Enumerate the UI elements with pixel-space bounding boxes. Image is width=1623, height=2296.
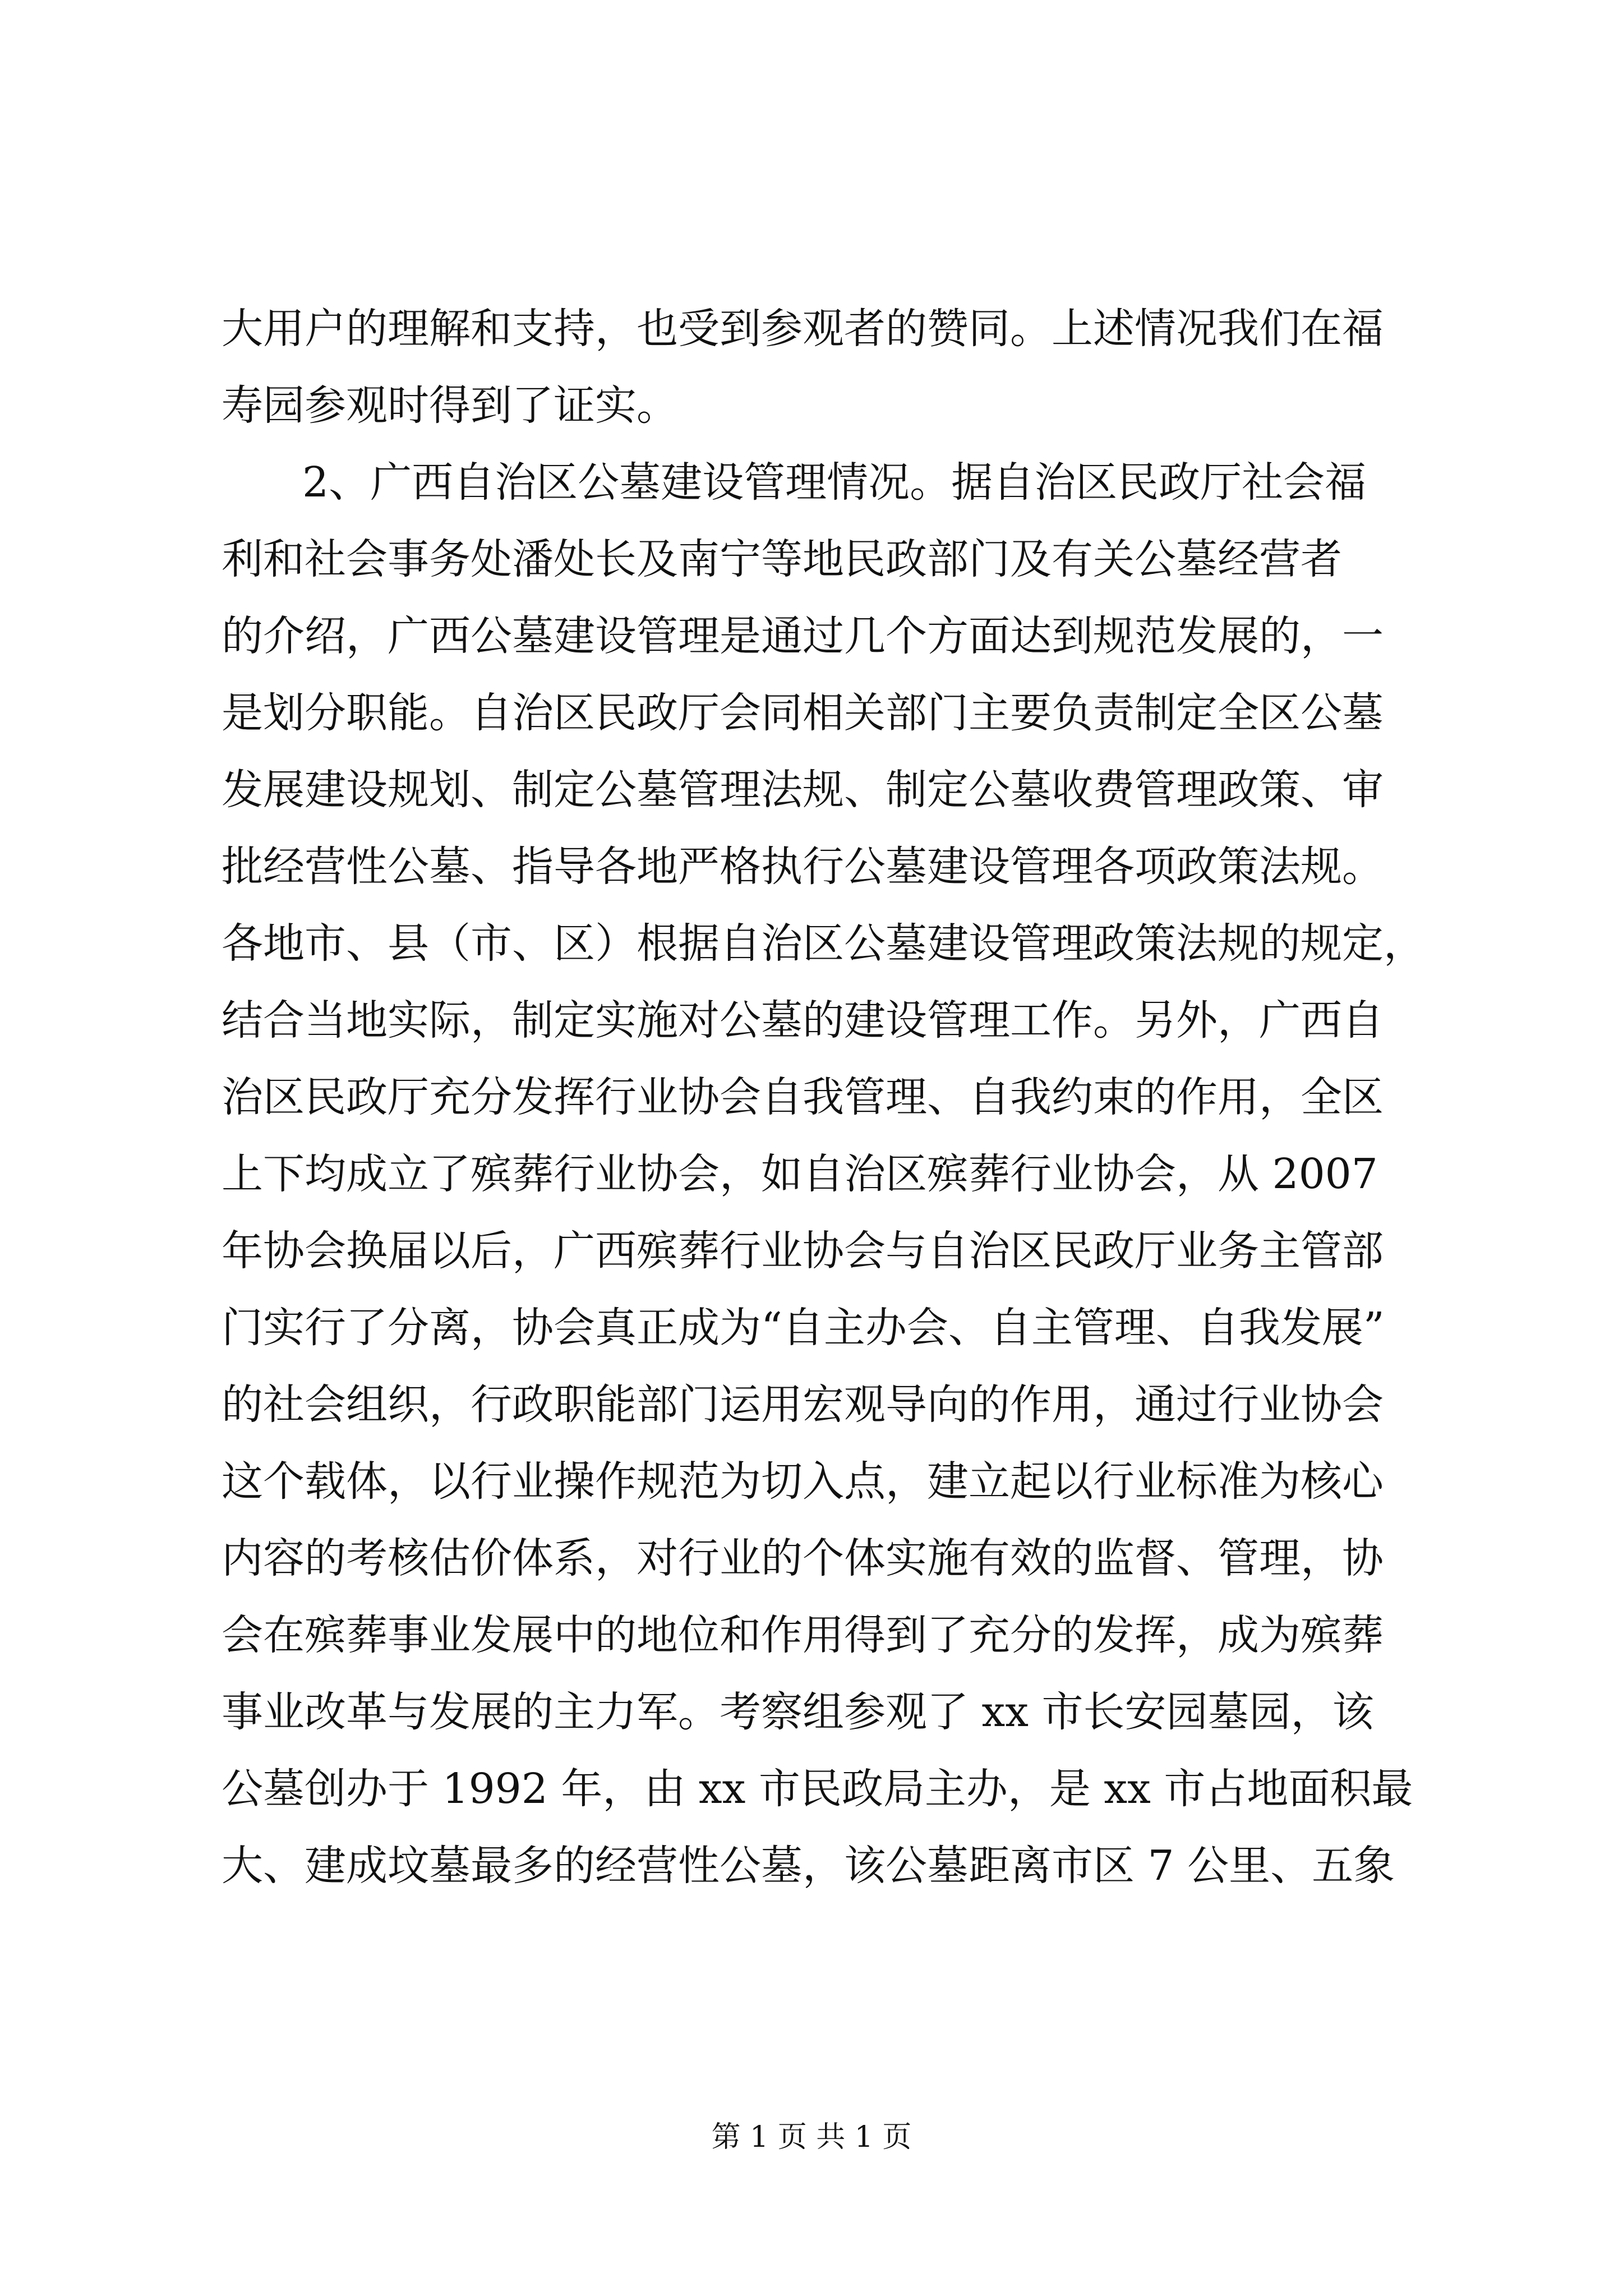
- paragraph-first-line: 2、广西自治区公墓建设管理情况。据自治区民政厅社会福: [302, 458, 1367, 507]
- text-line: 门实行了分离，协会真正成为“自主办会、自主管理、自我发展”: [222, 1304, 1385, 1352]
- text-line: 内容的考核估价体系，对行业的个体实施有效的监督、管理，协: [222, 1534, 1384, 1582]
- text-line: 的介绍，广西公墓建设管理是通过几个方面达到规范发展的，一: [222, 612, 1384, 660]
- text-line: 利和社会事务处潘处长及南宁等地民政部门及有关公墓经营者: [222, 535, 1342, 583]
- text-line: 上下均成立了殡葬行业协会，如自治区殡葬行业协会，从 2007: [222, 1150, 1378, 1198]
- text-line: 的社会组织，行政职能部门运用宏观导向的作用，通过行业协会: [222, 1381, 1384, 1429]
- text-line: 治区民政厅充分发挥行业协会自我管理、自我约束的作用，全区: [222, 1073, 1384, 1121]
- document-body: [222, 291, 1433, 1904]
- text-line: 事业改革与发展的主力军。考察组参观了 xx 市长安园墓园，该: [222, 1688, 1374, 1736]
- text-line: 寿园参观时得到了证实。: [222, 381, 678, 430]
- text-line: 大、建成坟墓最多的经营性公墓，该公墓距离市区 7 公里、五象: [222, 1842, 1395, 1890]
- text-line: 大用户的理解和支持，也受到参观者的赞同。上述情况我们在福: [222, 305, 1384, 353]
- text-line: 各地市、县（市、区）根据自治区公墓建设管理政策法规的规定，: [222, 919, 1425, 968]
- text-line: 发展建设规划、制定公墓管理法规、制定公墓收费管理政策、审: [222, 766, 1384, 814]
- text-line: 会在殡葬事业发展中的地位和作用得到了充分的发挥，成为殡葬: [222, 1611, 1384, 1659]
- text-line: 结合当地实际，制定实施对公墓的建设管理工作。另外，广西自: [222, 996, 1384, 1045]
- text-line: 这个载体，以行业操作规范为切入点，建立起以行业标准为核心: [222, 1457, 1384, 1506]
- text-line: 是划分职能。自治区民政厅会同相关部门主要负责制定全区公墓: [222, 689, 1384, 737]
- text-line: 批经营性公墓、指导各地严格执行公墓建设管理各项政策法规。: [222, 843, 1384, 891]
- text-line: 年协会换届以后，广西殡葬行业协会与自治区民政厅业务主管部: [222, 1227, 1384, 1275]
- text-line: 公墓创办于 1992 年，由 xx 市民政局主办，是 xx 市占地面积最: [222, 1765, 1413, 1813]
- page-number-footer: 第 1 页 共 1 页: [711, 2120, 912, 2154]
